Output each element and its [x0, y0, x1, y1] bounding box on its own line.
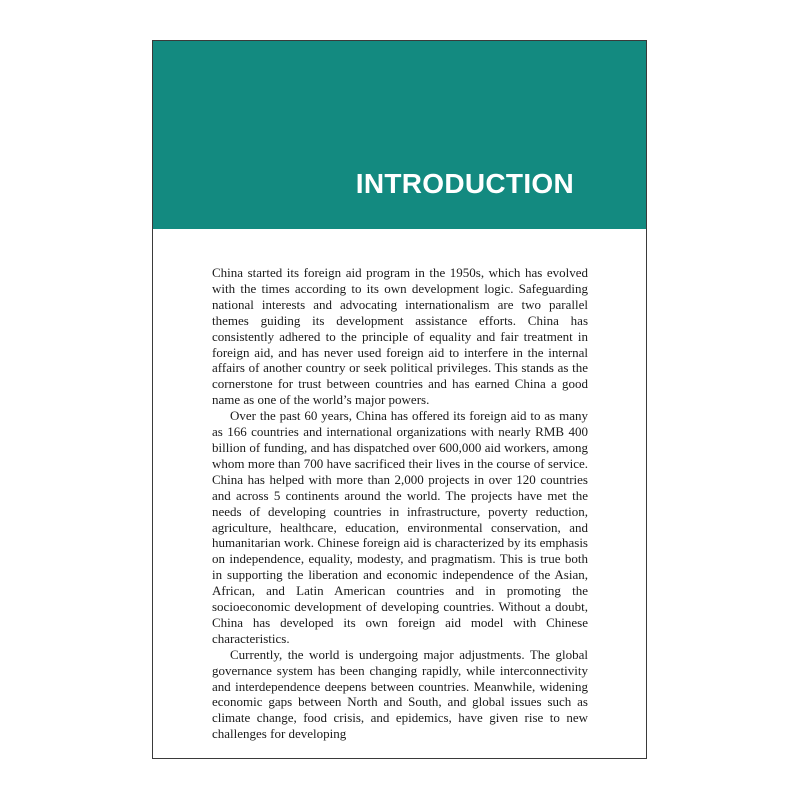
paragraph-3: Currently, the world is undergoing major adjustments. The global governance system has been changing rapidly, while interconnectivity and interdependence deepens between countries. Meanwhile, widening economic gaps between North and South, and global issues such as climate change, food crisis, and epidemics, have given rise to new challenges for developing — [212, 646, 588, 742]
chapter-title: INTRODUCTION — [355, 168, 574, 199]
chapter-header-band — [153, 41, 646, 229]
paragraph-2: Over the past 60 years, China has offered its foreign aid to as many as 166 countries and international organizations with nearly RMB 400 billion of funding, and has dispatched over 600,000 aid workers, among whom more than 700 have sacrificed their lives in the course of service. China has helped with more than 2,000 projects in over 120 countries and across 5 continents around the world. The projects have met the needs of developing countries in infrastructure, poverty reduction, agriculture, healthcare, education, environmental conservation, and humanitarian work. Chinese foreign aid is characterized by its emphasis on independence, equality, modesty, and pragmatism. This is true both in supporting the liberation and economic independence of the Asian, African, and Latin American countries and in promoting the socioeconomic development of developing countries. Without a doubt, China has developed its own foreign aid model with Chinese characteristics. — [212, 408, 588, 646]
paragraph-1: China started its foreign aid program in the 1950s, which has evolved with the times according to its own development logic. Safeguarding national interests and advocating internationalism are two parallel themes guiding its development assistance efforts. China has consistently adhered to the principle of equality and fair treatment in foreign aid, and has never used foreign aid to interfere in the internal affairs of another country or seek political privileges. This stands as the cornerstone for trust between countries and has earned China a good name as one of the world’s major powers. — [212, 265, 588, 408]
body-text — [212, 265, 588, 742]
book-page — [152, 40, 647, 759]
